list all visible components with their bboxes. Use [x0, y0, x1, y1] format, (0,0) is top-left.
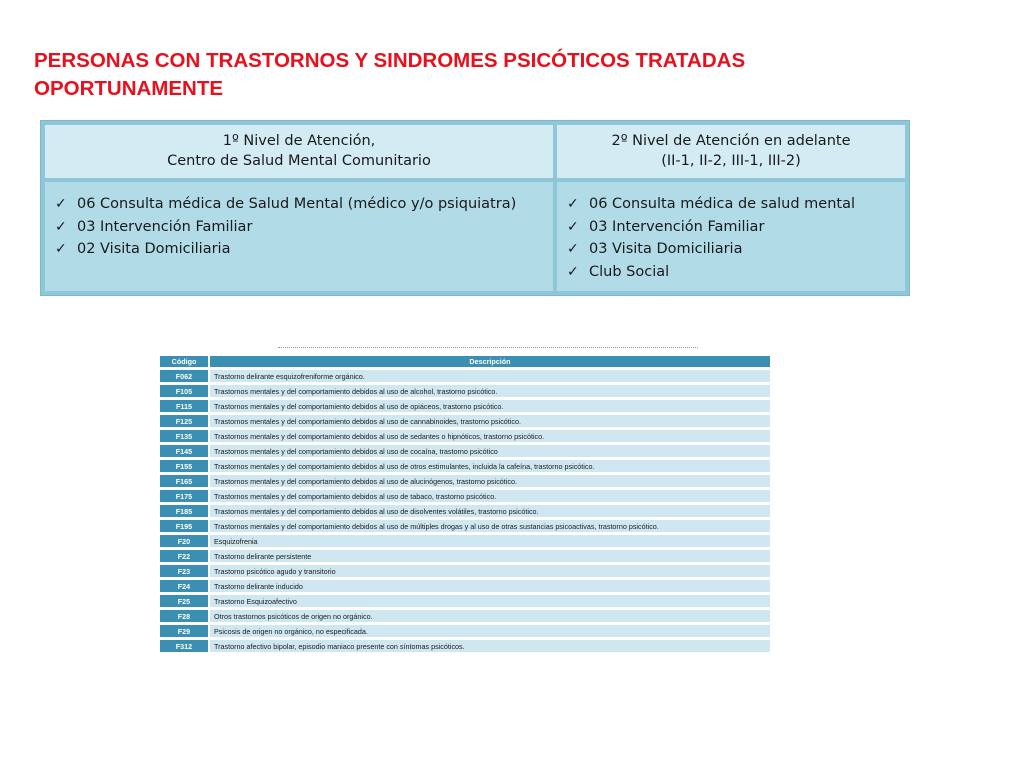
first-level-service-list — [55, 193, 553, 261]
list-item — [55, 193, 553, 216]
first-level-services — [45, 182, 553, 291]
diagnosis-code-cell: F135 — [160, 430, 208, 442]
diagnosis-code-cell: F175 — [160, 490, 208, 502]
diagnosis-code-cell: F125 — [160, 415, 208, 427]
table-row — [160, 385, 770, 397]
diagnosis-description-cell: Trastornos mentales y del comportamiento debidos al uso de otros estimulantes, incluida la cafeína, trastorno psicótico. — [210, 460, 770, 472]
check-icon: ✓ — [55, 196, 67, 212]
table-header-row — [160, 356, 770, 367]
diagnosis-description-cell: Trastornos mentales y del comportamiento debidos al uso de cannabinoides, trastorno psicótico. — [210, 415, 770, 427]
diagnosis-codes-table — [158, 353, 772, 655]
diagnosis-description-cell: Esquizofrenia — [210, 535, 770, 547]
diagnosis-code-cell: F28 — [160, 610, 208, 622]
diagnosis-codes-panel — [158, 353, 772, 690]
second-level-heading-line-1: 2º Nivel de Atención en adelante — [611, 133, 851, 149]
table-row — [160, 460, 770, 472]
first-level-heading-line-2: Centro de Salud Mental Comunitario — [167, 153, 431, 169]
first-level-heading-line-1: 1º Nivel de Atención, — [222, 133, 376, 149]
list-item — [55, 238, 553, 261]
service-label: 06 Consulta médica de Salud Mental (médico y/o psiquiatra) — [77, 196, 517, 212]
diagnosis-code-cell: F312 — [160, 640, 208, 652]
check-icon: ✓ — [55, 241, 67, 257]
diagnosis-code-cell: F062 — [160, 370, 208, 382]
diagnosis-description-cell: Trastorno psicótico agudo y transitorio — [210, 565, 770, 577]
table-row — [160, 595, 770, 607]
diagnosis-code-cell: F185 — [160, 505, 208, 517]
list-item — [567, 193, 905, 216]
table-row — [160, 565, 770, 577]
first-level-heading — [45, 125, 553, 178]
diagnosis-code-cell: F20 — [160, 535, 208, 547]
attention-levels-table — [40, 120, 910, 296]
table-row — [160, 370, 770, 382]
table-row — [160, 475, 770, 487]
diagnosis-code-cell: F25 — [160, 595, 208, 607]
diagnosis-description-cell: Trastornos mentales y del comportamiento debidos al uso de cocaína, trastorno psicótico — [210, 445, 770, 457]
list-item — [55, 216, 553, 239]
diagnosis-code-cell: F115 — [160, 400, 208, 412]
check-icon: ✓ — [567, 263, 579, 280]
diagnosis-description-cell: Psicosis de origen no orgánico, no especificada. — [210, 625, 770, 637]
second-level-heading — [557, 125, 905, 178]
table-row — [160, 415, 770, 427]
description-column-header: Descripción — [210, 356, 770, 367]
list-item — [567, 216, 905, 239]
diagnosis-description-cell: Trastornos mentales y del comportamiento debidos al uso de sedantes o hipnóticos, trastorno psicótico. — [210, 430, 770, 442]
diagnosis-description-cell: Trastornos mentales y del comportamiento debidos al uso de alcohol, trastorno psicótico. — [210, 385, 770, 397]
list-item — [567, 261, 905, 284]
diagnosis-description-cell: Trastornos mentales y del comportamiento debidos al uso de disolventes volátiles, trastorno psicótico. — [210, 505, 770, 517]
diagnosis-code-cell: F22 — [160, 550, 208, 562]
table-row — [160, 445, 770, 457]
diagnosis-code-cell: F23 — [160, 565, 208, 577]
table-row — [160, 610, 770, 622]
diagnosis-code-cell: F24 — [160, 580, 208, 592]
service-label: 03 Intervención Familiar — [77, 218, 253, 235]
service-label: 06 Consulta médica de salud mental — [589, 196, 855, 212]
slide-title-line-1: PERSONAS CON TRASTORNOS Y SINDROMES PSICÓTICOS TRATADAS — [34, 49, 746, 72]
diagnosis-description-cell: Trastorno delirante persistente — [210, 550, 770, 562]
check-icon: ✓ — [567, 196, 579, 212]
table-row — [160, 505, 770, 517]
table-row — [160, 490, 770, 502]
cropped-text-remnant — [278, 347, 698, 354]
table-row — [160, 625, 770, 637]
second-level-services — [557, 182, 905, 291]
check-icon: ✓ — [567, 241, 579, 257]
slide-title — [34, 47, 794, 103]
second-level-heading-line-2: (II-1, II-2, III-1, III-2) — [661, 153, 801, 169]
service-label: Club Social — [589, 263, 670, 280]
table-row — [160, 400, 770, 412]
diagnosis-code-cell: F105 — [160, 385, 208, 397]
second-level-service-list — [567, 193, 905, 283]
table-row — [160, 535, 770, 547]
diagnosis-description-cell: Trastorno afectivo bipolar, episodio maniaco presente con síntomas psicóticos. — [210, 640, 770, 652]
diagnosis-code-cell: F195 — [160, 520, 208, 532]
table-row — [160, 550, 770, 562]
diagnosis-description-cell: Trastorno Esquizoafectivo — [210, 595, 770, 607]
diagnosis-description-cell: Trastorno delirante esquizofreniforme orgánico. — [210, 370, 770, 382]
service-label: 03 Intervención Familiar — [589, 218, 765, 235]
diagnosis-code-cell: F29 — [160, 625, 208, 637]
table-row — [160, 580, 770, 592]
table-row — [160, 430, 770, 442]
list-item — [567, 238, 905, 261]
service-label: 03 Visita Domiciliaria — [589, 241, 743, 257]
diagnosis-code-cell: F155 — [160, 460, 208, 472]
service-label: 02 Visita Domiciliaria — [77, 241, 231, 257]
check-icon: ✓ — [567, 218, 579, 235]
diagnosis-description-cell: Otros trastornos psicóticos de origen no orgánico. — [210, 610, 770, 622]
diagnosis-description-cell: Trastorno delirante inducido — [210, 580, 770, 592]
check-icon: ✓ — [55, 218, 67, 235]
diagnosis-codes-body — [160, 370, 770, 652]
slide-title-line-2: OPORTUNAMENTE — [34, 77, 224, 100]
table-row — [160, 640, 770, 652]
diagnosis-description-cell: Trastornos mentales y del comportamiento debidos al uso de alucinógenos, trastorno psicótico. — [210, 475, 770, 487]
diagnosis-code-cell: F165 — [160, 475, 208, 487]
table-row — [160, 520, 770, 532]
diagnosis-description-cell: Trastornos mentales y del comportamiento debidos al uso de múltiples drogas y al uso de otras sustancias psicoactivas, trastorno psicótico. — [210, 520, 770, 532]
diagnosis-code-cell: F145 — [160, 445, 208, 457]
diagnosis-description-cell: Trastornos mentales y del comportamiento debidos al uso de tabaco, trastorno psicótico. — [210, 490, 770, 502]
diagnosis-description-cell: Trastornos mentales y del comportamiento debidos al uso de opiáceos, trastorno psicótico. — [210, 400, 770, 412]
code-column-header: Código — [160, 356, 208, 367]
